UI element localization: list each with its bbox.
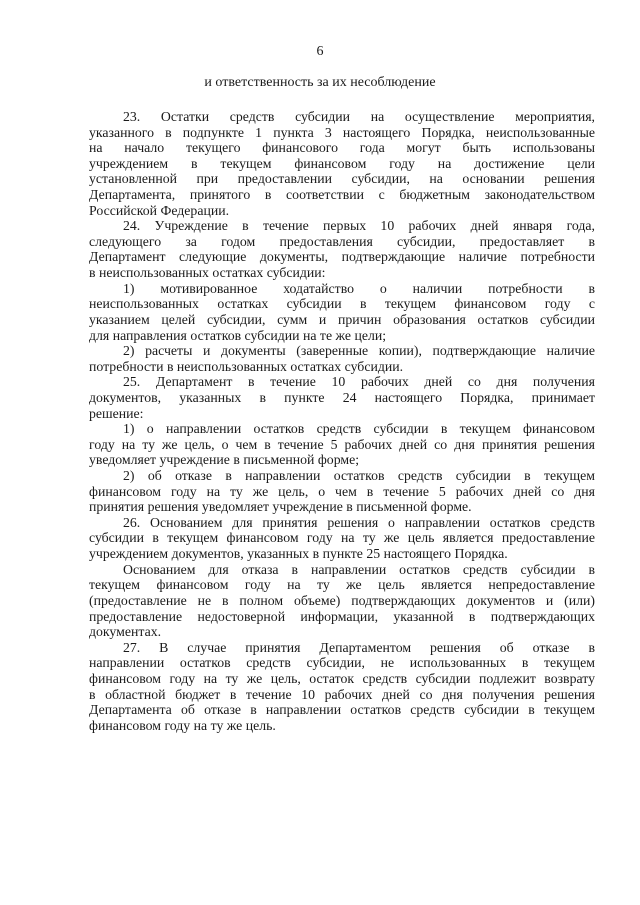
section-heading-continuation: и ответственность за их несоблюдение <box>204 75 436 90</box>
text-line: решение: <box>89 405 144 421</box>
text-line: Основанием для отказа в направлении остатков средств субсидии в <box>123 561 595 577</box>
text-line: финансовом году на ту же цель, остаток средств субсидии подлежит возврату <box>89 670 595 686</box>
text-line: предоставление недостоверной информации, указанной в подтверждающих <box>89 608 595 624</box>
text-line: потребности в неиспользованных остатках субсидии. <box>89 358 404 374</box>
text-line: 2) об отказе в направлении остатков средств субсидии в текущем <box>123 468 595 484</box>
text-line: Департамента, принятого в соответствии с бюджетным законодательством <box>89 187 595 203</box>
text-line: 27. В случае принятия Департаментом решения об отказе в <box>123 639 595 655</box>
text-line: на начало текущего финансового года могут быть использованы <box>89 140 595 156</box>
text-line: финансовом году на ту же цель, о чем в течение 5 рабочих дней со дня <box>89 483 595 499</box>
text-line: Департамента об отказе в направлении остатков средств субсидии в текущем <box>89 702 595 718</box>
text-line: учреждением в текущем финансовом году на достижение цели <box>89 155 595 171</box>
text-line: 26. Основанием для принятия решения о направлении остатков средств <box>123 514 595 530</box>
text-line: Департамент следующие документы, подтверждающие наличие потребности <box>89 249 595 265</box>
document-body <box>89 109 595 733</box>
text-line: 1) о направлении остатков средств субсидии в текущем финансовом <box>123 421 595 437</box>
text-line: следующего за годом предоставления субсидии, предоставляет в <box>89 233 595 249</box>
text-line: для направления остатков субсидии на те же цели; <box>89 327 387 343</box>
text-line: в областной бюджет в течение 10 рабочих дней со дня получения решения <box>89 686 595 702</box>
text-line: 25. Департамент в течение 10 рабочих дней со дня получения <box>123 374 595 390</box>
text-line: установленной при предоставлении субсидии, на основании решения <box>89 171 595 187</box>
page-number: 6 <box>316 44 324 59</box>
text-line: уведомляет учреждение в письменной форме; <box>89 452 360 468</box>
text-line: субсидии в текущем финансовом году на ту же цель является предоставление <box>89 530 595 546</box>
text-line: документов, указанных в пункте 24 настоящего Порядка, принимает <box>89 389 595 405</box>
text-line: принятия решения уведомляет учреждение в письменной форме. <box>89 499 472 515</box>
text-line: неиспользованных остатках субсидии в текущем финансовом году с <box>89 296 595 312</box>
text-line: 1) мотивированное ходатайство о наличии потребности в <box>123 280 595 296</box>
text-line: (предоставление не в полном объеме) подтверждающих документов и (или) <box>89 592 595 608</box>
text-line: указанием целей субсидии, сумм и причин образования остатков субсидии <box>89 311 595 327</box>
text-line: указанного в подпункте 1 пункта 3 настоящего Порядка, неиспользованные <box>89 124 595 140</box>
text-line: Российской Федерации. <box>89 202 230 218</box>
text-line: учреждением документов, указанных в пункте 25 настоящего Порядка. <box>89 546 508 562</box>
text-line: году на ту же цель, о чем в течение 5 рабочих дней со дня принятия решения <box>89 436 595 452</box>
text-line: текущем финансовом году на ту же цель является непредоставление <box>89 577 595 593</box>
text-line: 24. Учреждение в течение первых 10 рабочих дней января года, <box>123 218 595 234</box>
text-line: 2) расчеты и документы (заверенные копии), подтверждающие наличие <box>123 343 595 359</box>
text-line: 23. Остатки средств субсидии на осуществление мероприятия, <box>123 109 595 124</box>
text-line: документах. <box>89 624 162 640</box>
text-line: направлении остатков средств субсидии, не использованных в текущем <box>89 655 595 671</box>
text-line: финансовом году на ту же цель. <box>89 717 276 733</box>
text-line: в неиспользованных остатках субсидии: <box>89 265 326 281</box>
